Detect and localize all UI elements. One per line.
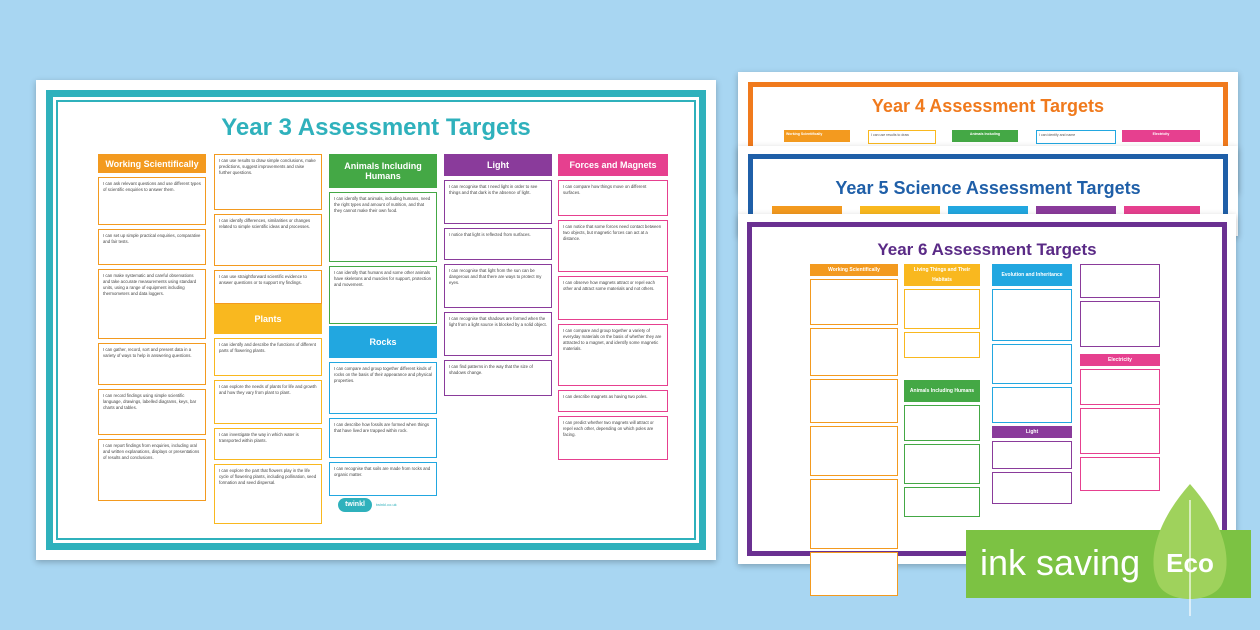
year4-strip-label: Animals Including [969,132,1001,136]
year6-cell [992,441,1072,469]
year4-strip-5 [1122,130,1200,142]
target-cell: I can use results to draw simple conclusions, make predictions, suggest improvements and raise further questions. [214,154,322,210]
year6-column-light [992,426,1072,504]
year6-column-evolution [992,264,1072,423]
year6-header-electricity: Electricity [1080,354,1160,366]
header-animals-including-humans: Animals Including Humans [329,154,437,188]
target-cell: I can recognise that light from the sun can be dangerous and that there are ways to protect my eyes. [444,264,552,308]
year6-cell [810,479,898,549]
column-animals-including-humans [329,154,437,324]
target-cell: I can compare how things move on different surfaces. [558,180,668,216]
target-cell: I can identify that animals, including humans, need the right types and amount of nutrition, and that they cannot make their own food. [329,192,437,262]
year6-column-working-scientifically [810,264,898,596]
target-cell: I can report findings from enquiries, including oral and written explanations, displays or presentations of results and conclusions. [98,439,206,501]
year3-title: Year 3 Assessment Targets [221,114,531,141]
year6-column-electricity [1080,354,1160,491]
year4-strip-label: I can identify and name [1039,133,1076,137]
twinkl-logo-tagline: twinkl.co.uk [376,502,397,507]
target-cell: I can identify that humans and some other animals have skeletons and muscles for support, protection and movement. [329,266,437,324]
column-plants [214,304,322,524]
target-cell: I can recognise that soils are made from rocks and organic matter. [329,462,437,496]
year6-column-animals [904,380,980,517]
header-rocks: Rocks [329,326,437,358]
target-cell: I can compare and group together different kinds of rocks on the basis of their appearance and physical properties. [329,362,437,414]
year4-strip-label: Working Scientifically [786,132,823,136]
target-cell: I can set up simple practical enquiries, comparative and fair tests. [98,229,206,265]
year5-strip-5 [1124,206,1200,214]
target-cell: I can explore the needs of plants for life and growth and how they vary from plant to plant. [214,380,322,424]
year6-cell [1080,301,1160,347]
year4-strip-4 [1036,130,1116,144]
target-cell: I can identify differences, similarities or changes related to simple scientific ideas and processes. [214,214,322,266]
header-forces-and-magnets: Forces and Magnets [558,154,668,176]
year4-strip-3 [952,130,1018,142]
year4-strip-1 [784,130,850,142]
year4-title: Year 4 Assessment Targets [871,96,1105,116]
target-cell: I can identify and describe the functions of different parts of flowering plants. [214,338,322,376]
year5-title: Year 5 Science Assessment Targets [835,178,1141,198]
target-cell: I can recognise that shadows are formed when the light from a light source is blocked by a solid object. [444,312,552,356]
column-light [444,154,552,396]
target-cell: I can predict whether two magnets will attract or repel each other, depending on which poles are facing. [558,416,668,460]
target-cell: I can recognise that I need light in order to see things and that dark is the absence of light. [444,180,552,224]
year4-strip-label: I can use results to draw [871,133,909,137]
year6-cell [992,472,1072,504]
target-cell: I can use straightforward scientific evidence to answer questions or to support my findings. [214,270,322,304]
year6-header-animals: Animals Including Humans [904,380,980,402]
year6-cell [992,387,1072,423]
year5-strip-4 [1036,206,1116,214]
eco-label: Eco [1166,548,1214,578]
year6-header-living-things: Living Things and Their Habitats [904,264,980,286]
year6-cell [810,379,898,423]
year6-cell [904,332,980,358]
year6-cell [810,328,898,376]
year6-header-light: Light [992,426,1072,438]
target-cell: I can investigate the way in which water is transported within plants. [214,428,322,460]
target-cell: I can observe how magnets attract or repel each other and attract some materials and not others. [558,276,668,320]
year6-cell [1080,369,1160,405]
year6-title: Year 6 Assessment Targets [877,240,1097,259]
year4-strip-2 [868,130,936,144]
header-working-scientifically: Working Scientifically [98,154,206,173]
eco-leaf-icon [1140,480,1240,620]
year6-column-living-things [904,264,980,358]
year6-header-working-scientifically: Working Scientifically [810,264,898,276]
target-cell: I can record findings using simple scientific language, drawings, labelled diagrams, keys, bar charts and tables. [98,389,206,435]
year6-column-light-2 [1080,264,1160,347]
target-cell: I can make systematic and careful observations and take accurate measurements using standard units, using a range of equipment including thermometers and data loggers. [98,269,206,339]
year6-header-evolution: Evolution and Inheritance [992,264,1072,286]
header-plants: Plants [214,304,322,334]
year5-strip-2 [860,206,940,214]
target-cell: I can explore the part that flowers play in the life cycle of flowering plants, including pollination, seed formation and seed dispersal. [214,464,322,524]
column-forces-and-magnets [558,154,668,460]
column-rocks [329,326,437,496]
year5-strip-3 [948,206,1028,214]
target-cell: I can describe how fossils are formed when things that have lived are trapped within rock. [329,418,437,458]
year6-cell [992,344,1072,384]
ink-saving-label: ink saving [980,542,1141,583]
year6-cell [992,289,1072,341]
year6-cell [904,487,980,517]
year6-cell [904,405,980,441]
target-cell: I notice that light is reflected from surfaces. [444,228,552,260]
header-light: Light [444,154,552,176]
column-working-scientifically-2 [214,154,322,304]
target-cell: I can compare and group together a variety of everyday materials on the basis of whether they are attracted to a magnet, and identify some magnetic materials. [558,324,668,386]
year3-poster [36,80,716,560]
year5-strip-1 [772,206,842,214]
target-cell: I can gather, record, sort and present data in a variety of ways to help in answering questions. [98,343,206,385]
year6-cell [1080,408,1160,454]
year6-cell [904,289,980,329]
year6-cell [904,444,980,484]
column-working-scientifically [98,154,206,501]
target-cell: I can ask relevant questions and use different types of scientific enquiries to answer them. [98,177,206,225]
year4-strip-label: Electricity [1152,132,1170,136]
target-cell: I can describe magnets as having two poles. [558,390,668,412]
twinkl-logo: twinkl [338,498,372,512]
year6-cell [1080,264,1160,298]
year6-cell [810,552,898,596]
target-cell: I can find patterns in the way that the size of shadows change. [444,360,552,396]
year6-cell [810,279,898,325]
year6-cell [810,426,898,476]
target-cell: I can notice that some forces need contact between two objects, but magnetic forces can act at a distance. [558,220,668,272]
